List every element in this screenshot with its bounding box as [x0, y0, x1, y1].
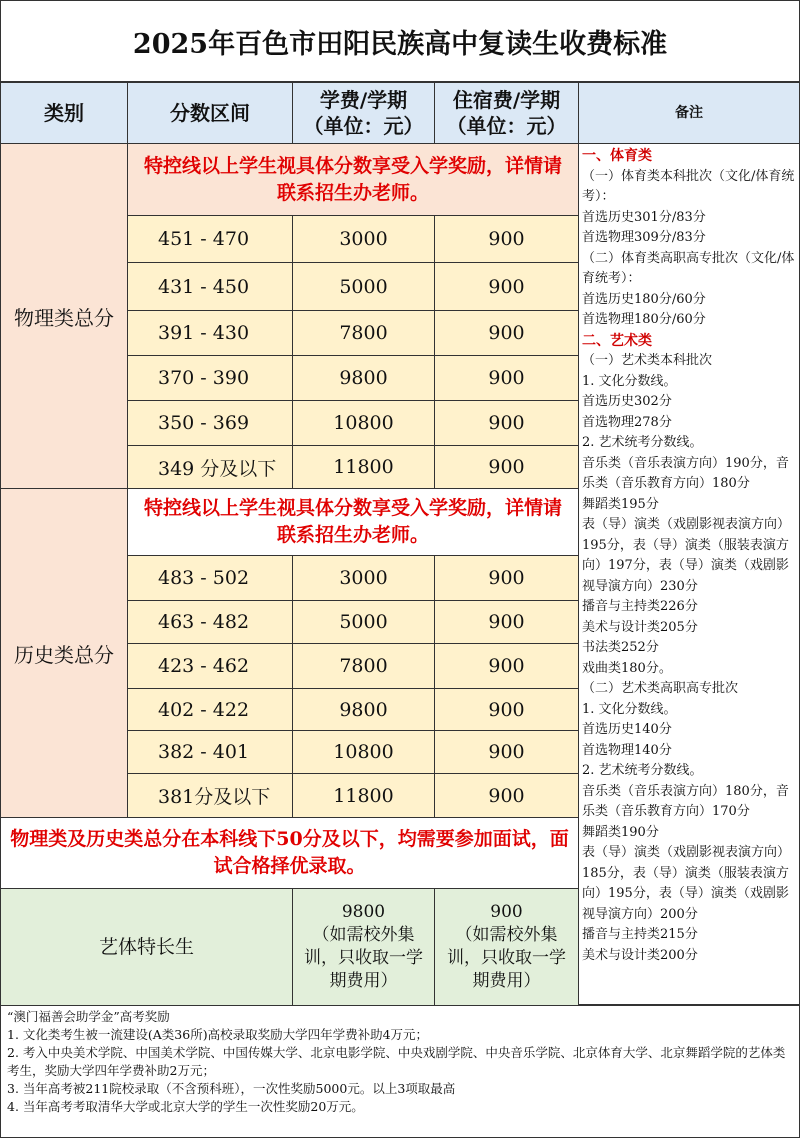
- history-range-cell: 382 - 401: [127, 730, 293, 774]
- reward-item: 3. 当年高考被211院校录取（不含预科班），一次性奖励5000元。以上3项取最高: [7, 1081, 456, 1096]
- notes-line: 音乐类（音乐表演方向）190分，音乐类（音乐教育方向）180分: [582, 455, 789, 491]
- notes-line: 首选物理309分/83分: [582, 230, 706, 245]
- notes-section-heading: 一、体育类: [582, 148, 652, 164]
- header-category: 类别: [0, 82, 128, 144]
- reward-item: 2. 考入中央美术学院、中国美术学院、中国传媒大学、北京电影学院、中央戏剧学院、中央音乐学院、北京体育大学、北京舞蹈学院的艺体类考生，奖励大学四年学费补助2万元；: [7, 1045, 786, 1078]
- notes-line: （二）体育类高职高专批次（文化/体育统考）：: [582, 250, 795, 286]
- history-range-cell: 423 - 462: [127, 643, 293, 689]
- physics-range-cell: 370 - 390: [127, 355, 293, 401]
- history-dorm-cell: 900: [434, 730, 579, 774]
- physics-tuition-cell: 11800: [292, 445, 435, 489]
- notes-line: 表（导）演类（戏剧影视表演方向）195分，表（导）演类（服装表演方向）197分，表（导）演类（戏剧影视导演方向）230分: [582, 517, 791, 594]
- notes-line: 美术与设计类205分: [582, 619, 698, 635]
- header-notes: 备注: [578, 82, 800, 144]
- notes-line: 表（导）演类（戏剧影视表演方向）185分，表（导）演类（服装表演方向）195分，表（导）演类（戏剧影视导演方向）200分: [582, 845, 791, 922]
- history-dorm-cell: 900: [434, 773, 579, 818]
- notes-line: 首选物理180分/60分: [582, 312, 706, 327]
- notes-line: 舞蹈类195分: [582, 496, 659, 512]
- history-dorm-cell: 900: [434, 555, 579, 601]
- header-tuition: [292, 82, 435, 144]
- physics-dorm-cell: 900: [434, 262, 579, 311]
- notes-column: [578, 143, 800, 1005]
- history-range-cell: 402 - 422: [127, 688, 293, 731]
- notes-line: 播音与主持类226分: [582, 599, 698, 614]
- header-dorm-line2: （单位：元）: [446, 114, 567, 138]
- notes-line: 首选历史302分: [582, 394, 672, 409]
- header-dorm-line1: 住宿费/学期: [452, 88, 561, 112]
- art-dorm: [434, 888, 579, 1006]
- art-tuition-value: 9800: [341, 902, 386, 922]
- physics-dorm-cell: 900: [434, 400, 579, 446]
- notes-line: 首选历史140分: [582, 722, 672, 737]
- physics-range-cell: 451 - 470: [127, 215, 293, 263]
- physics-dorm-cell: 900: [434, 310, 579, 356]
- physics-tuition-cell: 7800: [292, 310, 435, 356]
- history-tuition-cell: 5000: [292, 600, 435, 644]
- history-range-cell: 483 - 502: [127, 555, 293, 601]
- notes-line: （一）体育类本科批次（文化/体育统考）：: [582, 168, 795, 204]
- history-range-cell: 381分及以下: [127, 773, 293, 818]
- rewards-title: “澳门福善会助学金”高考奖励: [7, 1009, 170, 1024]
- notes-line: 首选物理278分: [582, 414, 672, 430]
- history-dorm-cell: 900: [434, 600, 579, 644]
- physics-tuition-cell: 3000: [292, 215, 435, 263]
- notes-line: 音乐类（音乐表演方向）180分，音乐类（音乐教育方向）170分: [582, 783, 789, 819]
- physics-dorm-cell: 900: [434, 215, 579, 263]
- notes-line: 首选物理140分: [582, 742, 672, 758]
- header-dorm: [434, 82, 579, 144]
- notes-line: 戏曲类180分。: [582, 660, 672, 676]
- notes-line: 美术与设计类200分: [582, 947, 698, 963]
- history-notice: 特控线以上学生视具体分数享受入学奖励，详情请联系招生办老师。: [127, 488, 579, 556]
- history-dorm-cell: 900: [434, 688, 579, 731]
- history-tuition-cell: 7800: [292, 643, 435, 689]
- notes-line: 1. 文化分数线。: [582, 373, 677, 389]
- notes-line: 2. 艺术统考分数线。: [582, 763, 703, 778]
- notes-line: 首选历史180分/60分: [582, 291, 706, 307]
- physics-tuition-cell: 10800: [292, 400, 435, 446]
- notes-line: 2. 艺术统考分数线。: [582, 435, 703, 450]
- notes-line: （一）艺术类本科批次: [582, 353, 713, 368]
- physics-notice: 特控线以上学生视具体分数享受入学奖励，详情请联系招生办老师。: [127, 143, 579, 216]
- art-tuition: [292, 888, 435, 1006]
- physics-range-cell: 391 - 430: [127, 310, 293, 356]
- physics-range-cell: 350 - 369: [127, 400, 293, 446]
- notes-line: 播音与主持类215分: [582, 927, 698, 942]
- document-title: 2025年百色市田阳民族高中复读生收费标准: [0, 0, 800, 82]
- history-tuition-cell: 9800: [292, 688, 435, 731]
- notes-line: 舞蹈类190分: [582, 824, 659, 840]
- physics-tuition-cell: 5000: [292, 262, 435, 311]
- art-tuition-note: （如需校外集训，只收取一学期费用）: [304, 925, 423, 991]
- rewards-section: [0, 1005, 800, 1138]
- history-category: 历史类总分: [0, 488, 128, 818]
- art-sports-category: 艺体特长生: [0, 888, 293, 1006]
- notes-line: 书法类252分: [582, 640, 659, 655]
- physics-range-cell: 431 - 450: [127, 262, 293, 311]
- physics-tuition-cell: 9800: [292, 355, 435, 401]
- art-dorm-note: （如需校外集训，只收取一学期费用）: [447, 925, 566, 991]
- header-tuition-line2: （单位：元）: [303, 114, 424, 138]
- reward-item: 4. 当年高考考取清华大学或北京大学的学生一次性奖励20万元。: [7, 1099, 364, 1114]
- physics-category: 物理类总分: [0, 143, 128, 489]
- header-tuition-line1: 学费/学期: [319, 88, 408, 112]
- art-dorm-value: 900: [490, 902, 523, 922]
- notes-line: （二）艺术类高职高专批次: [582, 681, 739, 696]
- history-tuition-cell: 3000: [292, 555, 435, 601]
- reward-item: 1. 文化类考生被一流建设(A类36所)高校录取奖励大学四年学费补助4万元；: [7, 1027, 429, 1042]
- notes-line: 1. 文化分数线。: [582, 701, 677, 717]
- physics-range-cell: 349 分及以下: [127, 445, 293, 489]
- interview-notice: 物理类及历史类总分在本科线下50分及以下，均需要参加面试，面试合格择优录取。: [0, 817, 579, 889]
- header-score-range: 分数区间: [127, 82, 293, 144]
- physics-dorm-cell: 900: [434, 355, 579, 401]
- history-tuition-cell: 10800: [292, 730, 435, 774]
- notes-section-heading: 二、艺术类: [582, 332, 652, 349]
- history-range-cell: 463 - 482: [127, 600, 293, 644]
- history-tuition-cell: 11800: [292, 773, 435, 818]
- physics-dorm-cell: 900: [434, 445, 579, 489]
- notes-line: 首选历史301分/83分: [582, 209, 706, 225]
- history-dorm-cell: 900: [434, 643, 579, 689]
